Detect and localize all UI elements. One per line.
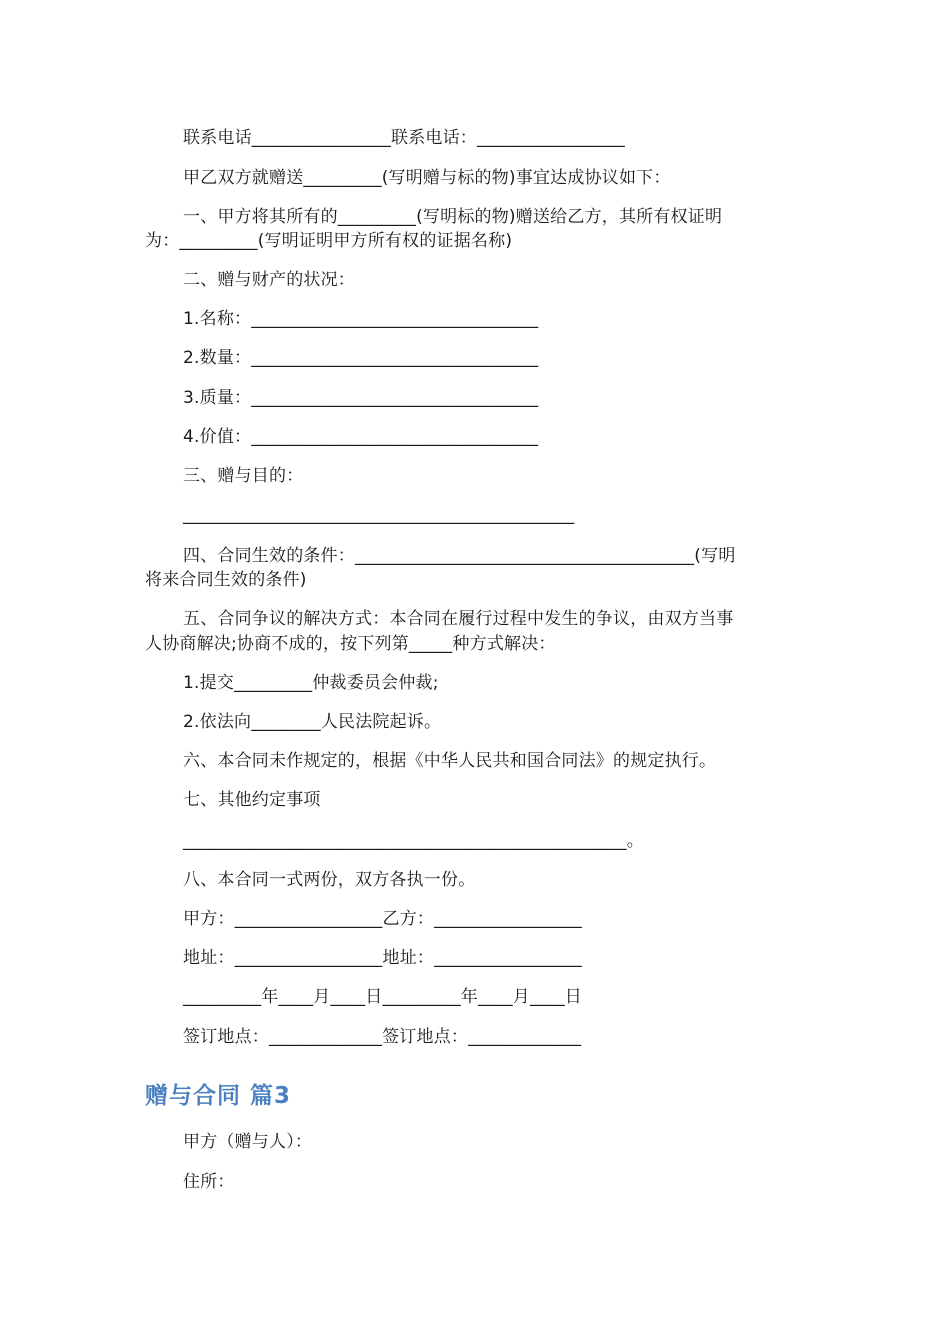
agreement-intro-line: 甲乙双方就赠送_________(写明赠与标的物)事宜达成协议如下：: [183, 168, 671, 188]
property-quality-line: 3.质量：_________________________________: [183, 388, 539, 408]
clause-1-line-2: 为：_________(写明证明甲方所有权的证据名称): [145, 231, 513, 251]
signing-place-line: 签订地点：_____________签订地点：_____________: [183, 1027, 582, 1047]
residence-line: 住所：: [183, 1172, 235, 1192]
clause-2-heading: 二、赠与财产的状况：: [183, 270, 355, 290]
property-value-line: 4.价值：_________________________________: [183, 427, 539, 447]
contact-phone-line: 联系电话________________联系电话：_________________: [183, 128, 625, 148]
arbitration-option: 1.提交_________仲裁委员会仲裁;: [183, 673, 439, 693]
date-line: _________年____月____日_________年____月____日: [183, 987, 582, 1007]
section-heading: 赠与合同 篇3: [145, 1083, 292, 1109]
property-name-line: 1.名称：_________________________________: [183, 309, 539, 329]
other-matters-blank-line: ___________________________________________________。: [183, 831, 644, 851]
clause-4-line-2: 将来合同生效的条件): [145, 570, 307, 590]
clause-5-line-1: 五、合同争议的解决方式：本合同在履行过程中发生的争议，由双方当事: [183, 609, 734, 629]
clause-8-line: 八、本合同一式两份，双方各执一份。: [183, 870, 476, 890]
address-line: 地址：_________________地址：_________________: [183, 948, 582, 968]
court-option: 2.依法向________人民法院起诉。: [183, 712, 442, 732]
purpose-blank-line: _____________________________________________: [183, 505, 575, 525]
property-quantity-line: 2.数量：_________________________________: [183, 348, 539, 368]
clause-5-line-2: 人协商解决;协商不成的，按下列第_____种方式解决：: [145, 634, 556, 654]
clause-6-line: 六、本合同未作规定的，根据《中华人民共和国合同法》的规定执行。: [183, 751, 717, 771]
clause-3-heading: 三、赠与目的：: [183, 466, 304, 486]
clause-1-line-1: 一、甲方将其所有的_________(写明标的物)赠送给乙方，其所有权证明: [183, 207, 723, 227]
party-signature-line: 甲方：_________________乙方：_________________: [183, 909, 582, 929]
party-a-donor-line: 甲方（赠与人）：: [183, 1132, 313, 1152]
clause-4-line-1: 四、合同生效的条件：_______________________________________(写明: [183, 546, 736, 566]
clause-7-heading: 七、其他约定事项: [183, 790, 321, 810]
